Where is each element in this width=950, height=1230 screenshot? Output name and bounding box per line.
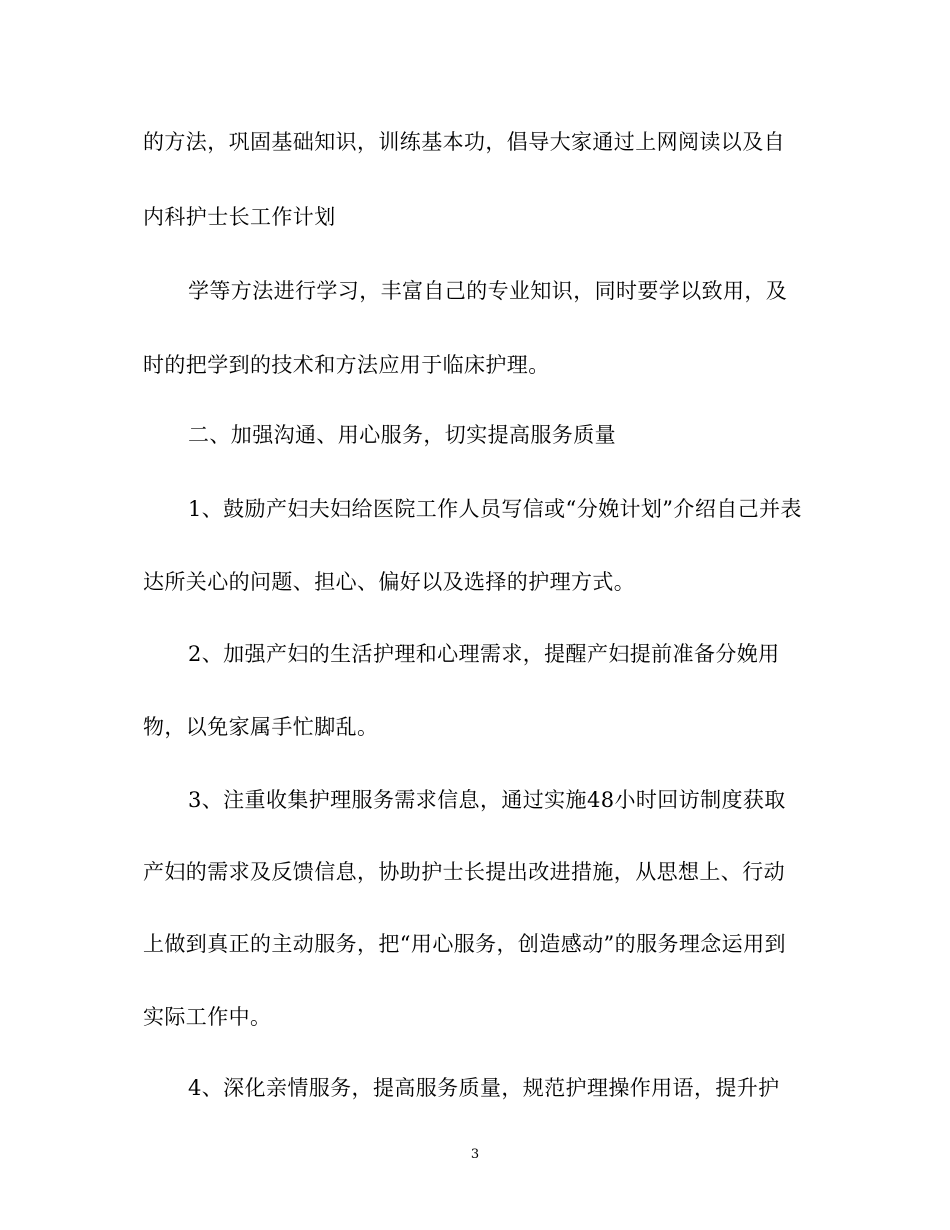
text-line: 实际工作中。: [143, 1005, 272, 1029]
text-line: 时的把学到的技术和方法应用于临床护理。: [143, 353, 550, 377]
text-line: 3、注重收集护理服务需求信息，通过实施48小时回访制度获取: [188, 788, 786, 812]
text-line: 4、深化亲情服务，提高服务质量，规范护理操作用语，提升护: [188, 1076, 780, 1100]
heading-line: 内科护士长工作计划: [143, 205, 336, 229]
text-line: 1、鼓励产妇夫妇给医院工作人员写信或“分娩计划”介绍自己并表: [188, 497, 802, 521]
text-line: 达所关心的问题、担心、偏好以及选择的护理方式。: [143, 570, 636, 594]
text-line: 学等方法进行学习，丰富自己的专业知识，同时要学以致用，及: [188, 279, 788, 303]
text-line: 物，以免家属手忙脚乱。: [143, 715, 379, 739]
text-line: 的方法，巩固基础知识，训练基本功，倡导大家通过上网阅读以及自: [143, 130, 785, 154]
section-heading: 二、加强沟通、用心服务，切实提高服务质量: [188, 423, 616, 447]
text-line: 上做到真正的主动服务，把“用心服务，创造感动”的服务理念运用到: [143, 932, 786, 956]
page-number: 3: [470, 1147, 480, 1162]
text-line: 2、加强产妇的生活护理和心理需求，提醒产妇提前准备分娩用: [188, 642, 780, 666]
text-line: 产妇的需求及反馈信息，协助护士长提出改进措施，从思想上、行动: [143, 860, 785, 884]
